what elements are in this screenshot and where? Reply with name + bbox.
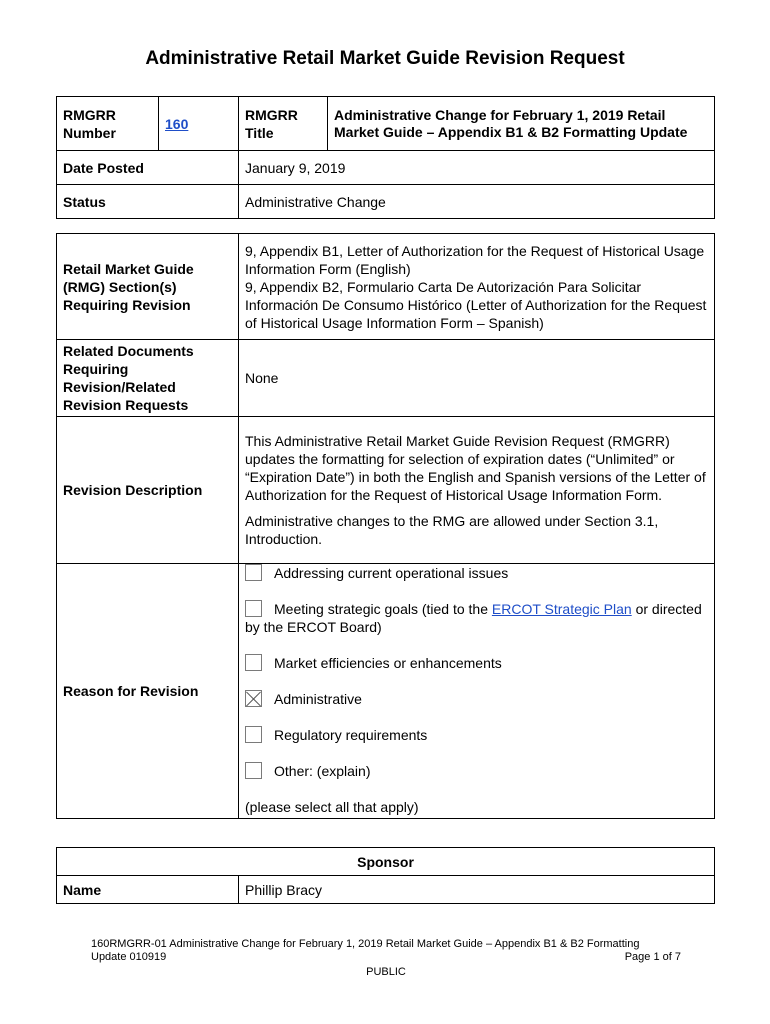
reason-operational-label: Addressing current operational issues	[274, 565, 509, 581]
reason-strategic-label-end: or directed by the ERCOT Board)	[245, 601, 702, 635]
reason-strategic-label: Meeting strategic goals (tied to the	[274, 601, 492, 617]
date-posted-value: January 9, 2019	[239, 151, 715, 185]
rmgrr-number-link[interactable]: 160	[165, 115, 189, 132]
reason-item	[245, 690, 708, 708]
ercot-strategic-plan-link[interactable]: ERCOT Strategic Plan	[491, 601, 632, 617]
revision-description-label: Revision Description	[57, 417, 239, 564]
reason-efficiencies-label: Market efficiencies or enhancements	[274, 655, 502, 671]
sections-label: Retail Market Guide (RMG) Section(s) Requiring Revision	[57, 234, 239, 340]
reason-item	[245, 654, 708, 672]
date-posted-label: Date Posted	[57, 151, 239, 185]
status-label: Status	[57, 185, 239, 219]
sections-value: 9, Appendix B1, Letter of Authorization for the Request of Historical Usage Information Form (English) 9, Appendix B2, Formulario Carta De Autorización Para Solicitar Información De Consumo Histórico (Letter of Authorization for the Request of Historical Usage Information Form – Spanish)	[239, 234, 715, 340]
sponsor-table	[56, 847, 715, 904]
checkbox-operational[interactable]	[245, 564, 262, 581]
footer-document-title-cont: Update 010919	[91, 951, 167, 963]
checkbox-other[interactable]	[245, 762, 262, 779]
checkbox-efficiencies[interactable]	[245, 654, 262, 671]
header-table	[56, 96, 715, 219]
checkbox-regulatory[interactable]	[245, 726, 262, 743]
reason-other-label: Other: (explain)	[274, 763, 371, 779]
sponsor-header: Sponsor	[57, 848, 715, 876]
rmgrr-title-value: Administrative Change for February 1, 2019 Retail Market Guide – Appendix B1 & B2 Formatting Update	[328, 97, 715, 151]
related-docs-value: None	[239, 340, 715, 417]
reason-item	[245, 726, 708, 744]
page-footer	[91, 938, 681, 979]
sponsor-name-label: Name	[57, 876, 239, 904]
footer-page-number: Page 1 of 7	[624, 951, 681, 963]
reason-item	[245, 600, 708, 636]
checkbox-administrative[interactable]	[245, 690, 262, 707]
status-value: Administrative Change	[239, 185, 715, 219]
revision-description-p1: This Administrative Retail Market Guide Revision Request (RMGRR) updates the formatting for selection of expiration dates (“Unlimited” or “Expiration Date”) in both the English and Spanish versions of the Letter of Authorization for the Request of Historical Usage Information Form.	[245, 433, 706, 503]
related-docs-label: Related Documents Requiring Revision/Related Revision Requests	[57, 340, 239, 417]
revision-description-cell	[239, 417, 715, 564]
revision-description-p2: Administrative changes to the RMG are allowed under Section 3.1, Introduction.	[245, 513, 659, 547]
reason-item	[245, 762, 708, 780]
checkbox-strategic[interactable]	[245, 600, 262, 617]
reason-note: (please select all that apply)	[245, 799, 419, 815]
page-title: Administrative Retail Market Guide Revision Request	[145, 48, 625, 69]
details-table	[56, 233, 715, 819]
reason-cell	[239, 564, 715, 819]
reason-regulatory-label: Regulatory requirements	[274, 727, 428, 743]
reason-administrative-label: Administrative	[274, 691, 362, 707]
sponsor-name-value: Phillip Bracy	[239, 876, 715, 904]
reason-item	[245, 564, 708, 582]
reason-label: Reason for Revision	[57, 564, 239, 819]
rmgrr-number-label: RMGRR Number	[57, 97, 159, 151]
footer-classification: PUBLIC	[366, 966, 406, 978]
footer-document-title: 160RMGRR-01 Administrative Change for February 1, 2019 Retail Market Guide – Appendix B1 & B2 Formatting	[91, 938, 640, 950]
rmgrr-title-label: RMGRR Title	[239, 97, 328, 151]
